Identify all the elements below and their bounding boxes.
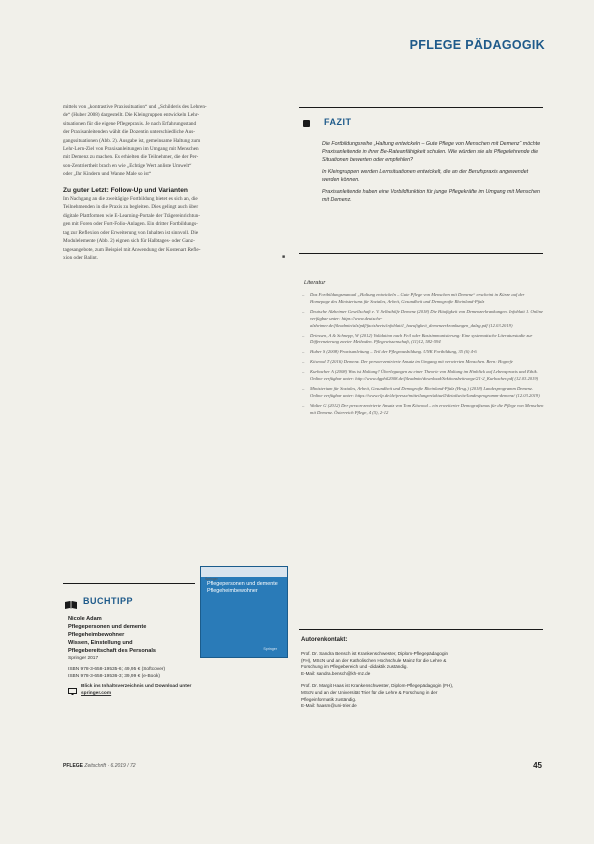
literature-list (300, 292, 544, 420)
intro-line: situationen für die eigene Pflegepraxis. Je nach Erfahrungsstand (63, 120, 197, 127)
end-mark: ■ (281, 254, 285, 260)
intro-line: der Praxisanleitenden wählt die Dozentin unterschiedliche Aus- (63, 129, 195, 136)
fazit-box (322, 140, 544, 208)
literature-item: – Kurbacher A (2008) Was ist Haltung? Überlegungen zu einer Theorie von Haltung im Hinblick auf Lebenspraxis und Ethik. Online verfügbar unter: http://www.dgphil2008.de/fileadmin/download/Sektionsbeitraege/21-2_Kurbacher.pdf (12.03.2019) (300, 369, 544, 383)
author-email[interactable]: E-Mail: haasm@uni-trier.de (301, 703, 357, 709)
autoren-heading: Autorenkontakt: (301, 637, 348, 643)
book-title-line: Wissen, Einstellung und (68, 640, 133, 646)
fazit-bottom-rule (299, 253, 543, 254)
intro-line: mittels von „kontrastive Praxissituation“ und „Schilderis des Lehren- (63, 104, 207, 110)
footer-brand: PFLEGE (63, 763, 84, 769)
literature-item: – Deutsche Alzheimer Gesellschaft e. V. Selbsthilfe Demenz (2018) Die Häufigkeit von Demenzerkrankungen. Infoblatt 1. Online verfügbar unter: https://www.deutsche-alzheimer.de/fileadmin/alz/pdf/factsheets/infoblatt1_haeufigkeit_demenzerkrankungen_dalzg.pdf (12.03.2019) (300, 309, 544, 330)
body-line: digitale Plattformen wie E-Learning-Portale der Trägereinrichtun- (63, 212, 200, 219)
body-line: Modulelemente (Abb. 2) eignen sich für Halbtages- oder Ganz- (63, 238, 195, 245)
book-cover (200, 566, 288, 658)
section-header: PFLEGE PÄDAGOGIK (409, 38, 545, 52)
footer-issue (63, 763, 136, 769)
autoren-box (301, 651, 545, 716)
fazit-paragraph: Die Fortbildungsreihe „Haltung entwickeln – Gute Pflege von Menschen mit Demenz“ möchte Praxisanleitende in ihrer Be-Rateanfähigkeit schulen. Wie würden sie als Pflegelehrende die Situationen bewerten oder empfehlen? (322, 141, 541, 163)
literature-heading: Literatur (304, 280, 326, 286)
isbn-softcover: ISBN 978-3-658-19535-6; 49,95 € (Softcover) (68, 667, 166, 672)
intro-line: mit Demenz zu machen. Es erhielten die Teilnehmer, die der Per- (63, 154, 199, 161)
fazit-paragraph: Praxisanleitende haben eine Vorbildfunktion für junge Pflegekräfte im Umgang mit Menschen mit Demenz. (322, 189, 540, 203)
square-icon (303, 120, 310, 127)
isbn-ebook: ISBN 978-3-658-19536-3; 39,99 € (e-Book) (68, 674, 160, 679)
intro-line: gangssituationen (Abb. 2). Ausgabe ist, gemeinsame Haltung zum (63, 137, 201, 144)
author-contact-2 (301, 683, 545, 709)
book-link-text: Blick ins Inhaltsverzeichnis und Download unter (81, 684, 192, 689)
page-number: 45 (533, 761, 542, 770)
literature-item: – Huber S (2008) Praxisanleitung – Teil der Pflegeausbildung. UNK Fortbildung, 35 (6) 4-6 (300, 349, 544, 356)
book-publisher: Springer 2017 (68, 656, 99, 661)
author-line: Prof. Dr. Margit Haas ist Krankenschwester, Diplom-Pflegepädagogin (FH), (301, 683, 454, 689)
left-column (63, 103, 285, 262)
body-line-last: xion oder Balint. (63, 254, 99, 261)
cover-top-band (201, 567, 287, 581)
cover-title: Pflegepersonen und demente Pflegeheimbewohner (207, 581, 278, 594)
book-link-row[interactable] (68, 683, 283, 701)
body-line: Teilnehmenden in die Praxis zu begleiten. Dies gelingt auch über (63, 204, 199, 211)
intro-line: de“ (Huber 2008) dargestellt. Die Kleingruppen entwickeln Lehr- (63, 112, 200, 119)
subheading: Zu guter Letzt: Follow-Up und Varianten (63, 186, 188, 194)
autoren-top-rule (299, 629, 543, 630)
book-title-line: Pflegebereitschaft des Personals (68, 648, 156, 654)
author-contact-1 (301, 651, 545, 677)
footer-issue-text: Zeitschrift · 6.2019 / 72 (84, 763, 136, 769)
book-title-line: Pflegeheimbewohner (68, 632, 125, 638)
intro-line: Lehr-Lern-Ziel von Praxisanleitungen im Umgang mit Menschen (63, 146, 199, 153)
book-title-line: Pflegepersonen und demente (68, 624, 147, 630)
springer-link[interactable]: springer.com (81, 691, 112, 696)
cover-publisher: Springer (263, 647, 277, 651)
author-line: Prof. Dr. Sandra Bensch ist Krankenschwester, Diplom-Pflegepädagogin (301, 651, 449, 656)
literature-item: – Das Fortbildungsmanual „Haltung entwickeln – Gute Pflege von Menschen mit Demenz“ erscheint in Kürze auf der Homepage des Ministeriums für Soziales, Arbeit, Gesundheit und Demografie Rheinland-Pfalz (300, 292, 544, 306)
body-line (63, 254, 285, 262)
book-icon (65, 596, 77, 604)
literature-item: – Walter G (2012) Der person-zentrierte Ansatz von Tom Kitwood – ein erweiterter Demografismus für die Pflege von Menschen mit Demenz. Österreich Pflege, 4 (5), 2-12 (300, 403, 544, 417)
fazit-paragraph: In Kleingruppen werden Lernsituationen entwickelt, die an der Berufspraxis angewendet werden können. (322, 169, 529, 183)
body-line: Im Nachgang an die zweitägige Fortbildung bietet es sich an, die (63, 196, 198, 203)
fazit-title: FAZIT (324, 117, 352, 127)
book-author: Nicole Adam (68, 616, 102, 622)
body-line: gen mit Foren oder Fort-Folio-Anlagen. Ein dritter Fortbildungs- (63, 221, 198, 228)
author-line: Pflegeinformatik zuständig. (301, 696, 357, 702)
intro-line: oder „Ihr Kindern und Wanne Male so ist“ (63, 171, 152, 178)
literature-item: – Ministerium für Soziales, Arbeit, Gesundheit und Demografie Rheinland-Pfalz (Hrsg.) (2018) Landesprogramm Demenz. Online verfügbar unter: https://www.rlp.de/de/presse/mitteilungen/aktuell/detailseite/landesprogramm-demenz/ (12.03.2019) (300, 386, 544, 400)
body-line: tagesangebote, zum Beispiel mit Anwendung der Kostenart Refle- (63, 246, 201, 253)
literature-item: – Kitwood T (2016) Demenz. Der person-zentrierte Ansatz im Umgang mit verwirrten Menschen. Bern: Hogrefe (300, 359, 544, 366)
author-line: MScN und an der Universität Trier für die Lehre & Forschung in der (301, 689, 438, 695)
buchtipp-top-rule (63, 583, 195, 584)
author-email[interactable]: E-Mail: sandra.bensch@kh-mz.de (301, 670, 371, 676)
buchtipp-title: BUCHTIPP (83, 596, 134, 606)
author-line: (FH), MScN und an der Katholischen Hochschule Mainz für die Lehre & (301, 657, 447, 663)
fazit-top-rule (299, 107, 543, 108)
intro-line: son-Zentriertheit brach en wie „Echtige Wert anliste Umwelt“ (63, 162, 192, 169)
author-line: Forschung im Pflegebereich und -didaktik zuständig. (301, 664, 408, 670)
literature-item: – Driessen, A & Schnepp, W (2012) Validation nach Feil oder Basisimmunisierung: Eine systematische Literaturstudie zur Differenzierung zweier Methoden. Pflegewissenschaft, (11)12, 582-594 (300, 333, 544, 347)
cover-top-text: Springer (205, 577, 218, 581)
body-line: tag zur Reflexion oder Erweiterung von Inhalten ist sinnvoll. Die (63, 229, 199, 236)
monitor-icon (68, 683, 77, 701)
